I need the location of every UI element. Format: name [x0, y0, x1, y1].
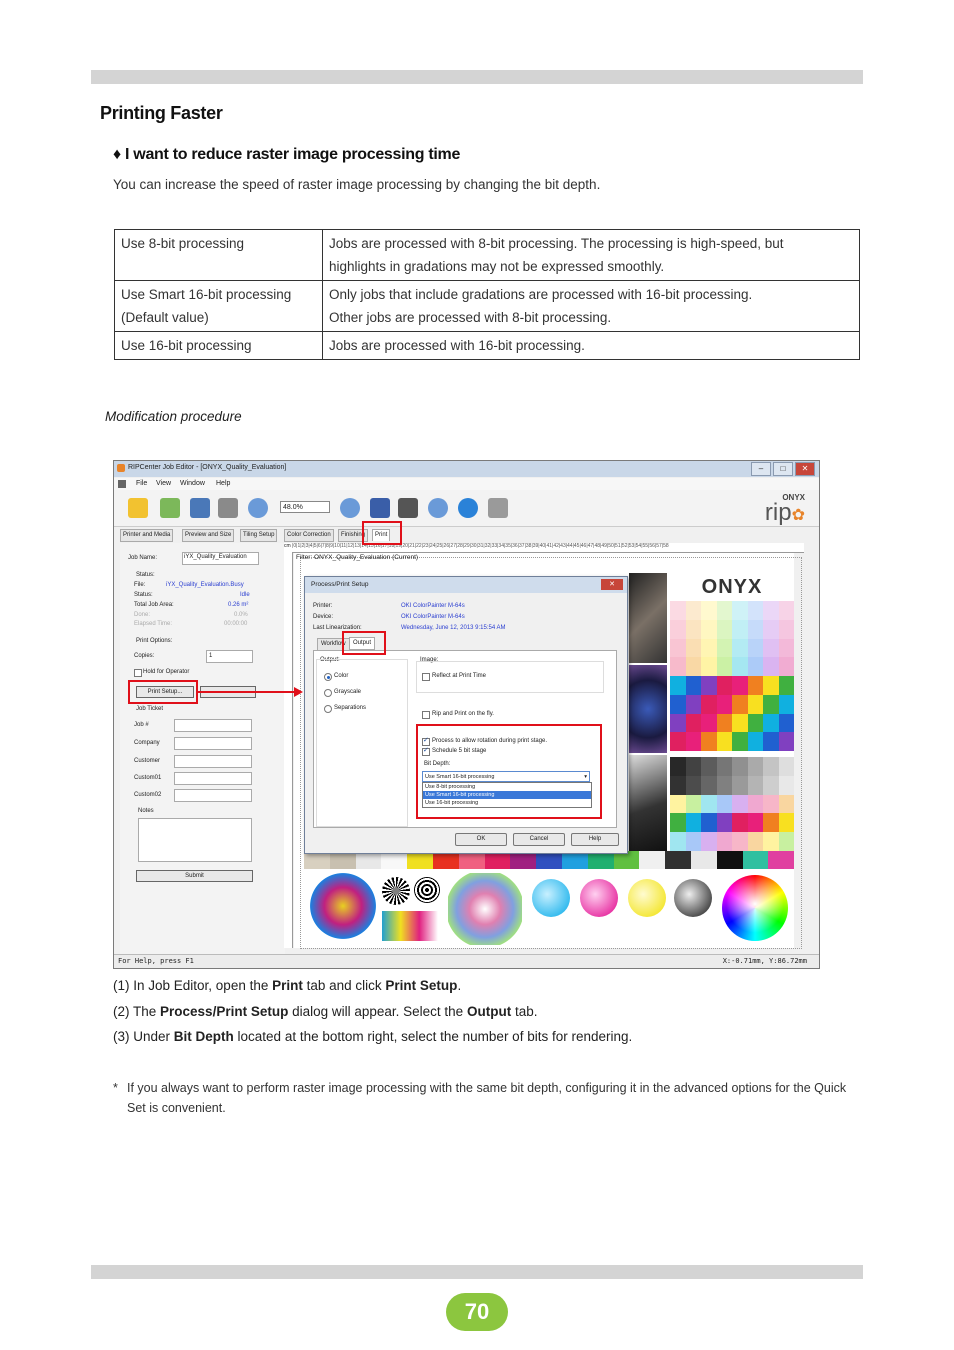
- dialog-titlebar: [305, 577, 627, 593]
- left-ruler: [284, 552, 293, 948]
- swatch: [717, 813, 733, 832]
- swatch: [670, 695, 686, 714]
- swatch: [717, 832, 733, 851]
- dialog-close-icon[interactable]: ✕: [601, 579, 623, 590]
- swatch: [779, 676, 795, 695]
- zoom-select[interactable]: 48.0%: [280, 501, 330, 513]
- swatch: [748, 639, 764, 658]
- step-2: (2) The Process/Print Setup dialog will appear. Select the Output tab.: [113, 1004, 538, 1019]
- swatch: [748, 813, 764, 832]
- schedule-label: Schedule 5 bit stage: [432, 748, 487, 754]
- swatch: [779, 757, 795, 776]
- reflect-checkbox[interactable]: [422, 673, 430, 681]
- swatch: [686, 601, 702, 620]
- hold-checkbox[interactable]: [134, 669, 142, 677]
- swatch: [701, 639, 717, 658]
- footnote: [113, 1079, 853, 1118]
- info-icon[interactable]: [458, 498, 478, 518]
- swatch: [748, 757, 764, 776]
- swatch: [701, 757, 717, 776]
- new-job-icon[interactable]: [160, 498, 180, 518]
- table-cell: Use Smart 16-bit processing (Default value): [115, 281, 323, 332]
- bit-depth-label: Bit Depth:: [424, 761, 451, 767]
- swatch: [686, 620, 702, 639]
- swatch: [701, 732, 717, 751]
- highlight-print-tab: [362, 521, 402, 545]
- ticket-input[interactable]: [174, 719, 252, 732]
- print-setup-button[interactable]: Print Setup...: [136, 686, 194, 698]
- top-rule: [91, 70, 863, 84]
- ticket-field-label: Company: [134, 740, 160, 746]
- swatch: [686, 776, 702, 795]
- zoom-icon[interactable]: [248, 498, 268, 518]
- ticket-input[interactable]: [174, 755, 252, 768]
- swatch: [748, 795, 764, 814]
- onyx-rip-logo: ONYX rip✿: [764, 493, 805, 526]
- strip-swatch: [691, 851, 717, 869]
- crop-icon[interactable]: [398, 498, 418, 518]
- bit-depth-option[interactable]: Use 16-bit processing: [425, 800, 479, 806]
- tab-printer-and-media[interactable]: Printer and Media: [120, 529, 173, 542]
- bit-depth-select[interactable]: Use Smart 16-bit processing ▾: [422, 771, 590, 782]
- app-icon: [117, 464, 125, 472]
- step-1: (1) In Job Editor, open the Print tab and click Print Setup.: [113, 978, 462, 993]
- footnote-text: If you always want to perform raster image processing with the same bit depth, configuring it in the advanced options for the Quick Set is convenient.: [127, 1081, 847, 1115]
- status-heading: Status:: [136, 572, 155, 578]
- cancel-button[interactable]: Cancel: [513, 833, 565, 846]
- menu-window[interactable]: Window: [180, 480, 205, 487]
- table-row: [115, 230, 860, 281]
- swatch: [717, 676, 733, 695]
- swatch: [686, 639, 702, 658]
- swatch: [732, 657, 748, 676]
- tab-color-correction[interactable]: Color Correction: [284, 529, 334, 542]
- chevron-down-icon: ▾: [584, 774, 587, 780]
- dialog-title: Process/Print Setup: [311, 581, 369, 588]
- tab-output[interactable]: Output: [349, 637, 375, 650]
- job-ticket-label: Job Ticket: [136, 706, 164, 712]
- swatch: [686, 732, 702, 751]
- area-label: Total Job Area:: [134, 602, 174, 608]
- swatch: [732, 714, 748, 733]
- swatch: [779, 601, 795, 620]
- search-icon[interactable]: [428, 498, 448, 518]
- device-label: Device:: [313, 614, 334, 620]
- radio-separations-label: Separations: [334, 705, 367, 711]
- swatch: [779, 732, 795, 751]
- linearization-value: Wednesday, June 12, 2013 9:15:54 AM: [401, 625, 506, 631]
- minimize-icon[interactable]: –: [751, 462, 771, 476]
- done-value: 0.0%: [234, 612, 248, 618]
- status-value: Idle: [240, 592, 250, 598]
- swatch: [701, 832, 717, 851]
- strip-swatch: [717, 851, 743, 869]
- butterfly-image: [310, 873, 376, 939]
- swatch: [717, 639, 733, 658]
- swatch: [701, 813, 717, 832]
- output-label: Output:: [320, 657, 340, 663]
- area-value: 0.26 m²: [228, 602, 249, 608]
- reflect-label: Reflect at Print Time: [432, 673, 487, 679]
- swatch: [748, 832, 764, 851]
- swatch: [670, 714, 686, 733]
- file-label: File:: [134, 582, 146, 588]
- swatch: [779, 776, 795, 795]
- file-value: iYX_Quality_Evaluation.Busy: [166, 582, 244, 588]
- ruler-unit: cm: [284, 543, 291, 549]
- magenta-ball: [580, 879, 618, 917]
- swatch: [701, 776, 717, 795]
- swatch: [717, 657, 733, 676]
- swatch: [686, 832, 702, 851]
- printer-label: Printer:: [313, 603, 333, 609]
- linearization-label: Last Linearization:: [313, 625, 362, 631]
- tab-tiling-setup[interactable]: Tiling Setup: [240, 529, 277, 542]
- swatch: [670, 776, 686, 795]
- ticket-field-label: Custom01: [134, 775, 162, 781]
- swatch: [763, 776, 779, 795]
- swatch: [732, 639, 748, 658]
- swatch: [670, 601, 686, 620]
- strip-swatch: [743, 851, 769, 869]
- ok-button[interactable]: OK: [455, 833, 507, 846]
- yellow-ball: [628, 879, 666, 917]
- highlight-print-setup: [128, 680, 198, 704]
- swatch: [779, 795, 795, 814]
- swatch: [670, 676, 686, 695]
- onyx-target-logo: ONYX: [670, 573, 794, 601]
- swatch: [763, 639, 779, 658]
- arrow-head-icon: [294, 687, 303, 697]
- table-cell: Only jobs that include gradations are processed with 16-bit processing. Other jobs are processed with 8-bit processing.: [323, 281, 860, 332]
- table-row: [115, 281, 860, 332]
- swatch: [763, 714, 779, 733]
- swatch: [717, 776, 733, 795]
- sample-photo: [629, 755, 667, 851]
- swatch: [748, 620, 764, 639]
- swatch: [763, 695, 779, 714]
- ticket-input[interactable]: [174, 737, 252, 750]
- swatch: [717, 714, 733, 733]
- swatch: [779, 714, 795, 733]
- swatch: [748, 732, 764, 751]
- menu-bar: [114, 478, 819, 490]
- elapsed-label: Elapsed Time:: [134, 621, 173, 627]
- swatch: [748, 714, 764, 733]
- image-label: Image:: [420, 657, 439, 663]
- procedure-title: Modification procedure: [105, 409, 242, 424]
- highlight-arrow: [198, 691, 298, 693]
- swatch: [670, 620, 686, 639]
- left-panel: [120, 543, 285, 961]
- swatch: [701, 795, 717, 814]
- swatch: [701, 657, 717, 676]
- save-icon[interactable]: [190, 498, 210, 518]
- notes-textarea[interactable]: [138, 818, 252, 862]
- copies-label: Copies:: [134, 653, 155, 659]
- tab-finishing[interactable]: Finishing: [338, 529, 368, 542]
- table-row: [115, 332, 860, 360]
- step-3: (3) Under Bit Depth located at the bottom right, select the number of bits for rendering.: [113, 1029, 633, 1044]
- swatch: [701, 620, 717, 639]
- swatch: [686, 695, 702, 714]
- copies-input[interactable]: [206, 650, 253, 663]
- menu-file[interactable]: File: [136, 480, 148, 487]
- swatch: [779, 620, 795, 639]
- swatch: [732, 795, 748, 814]
- swatch: [670, 639, 686, 658]
- status-coordinates: X:-0.71mm, Y:86.72mm: [722, 957, 807, 965]
- swatch: [748, 695, 764, 714]
- footnote-marker: *: [113, 1081, 118, 1095]
- star-target: [382, 877, 410, 905]
- color-wheel-center: [726, 875, 784, 933]
- swatch: [701, 601, 717, 620]
- job-name-label: Job Name:: [128, 555, 158, 561]
- table-cell: Jobs are processed with 8-bit processing. The processing is high-speed, but highlights in gradations may not be expressed smoothly.: [323, 230, 860, 281]
- print-options-label: Print Options:: [136, 638, 173, 644]
- swatch: [717, 695, 733, 714]
- swatch: [732, 757, 748, 776]
- ticket-input[interactable]: [174, 789, 252, 802]
- gray-swatch-grid: [670, 757, 794, 851]
- swatch: [717, 732, 733, 751]
- swatch: [686, 795, 702, 814]
- swatch: [701, 695, 717, 714]
- swatch: [670, 657, 686, 676]
- swatch: [763, 732, 779, 751]
- printer-icon[interactable]: [488, 498, 508, 518]
- notes-label: Notes: [138, 808, 154, 814]
- swatch: [686, 757, 702, 776]
- swatch: [686, 714, 702, 733]
- section-heading: ♦ I want to reduce raster image processing time: [113, 146, 461, 163]
- swatch: [763, 657, 779, 676]
- help-button[interactable]: Help: [571, 833, 619, 846]
- swatch: [717, 601, 733, 620]
- open-folder-icon[interactable]: [128, 498, 148, 518]
- strip-swatch: [768, 851, 794, 869]
- swatch: [779, 832, 795, 851]
- menu-help[interactable]: Help: [216, 480, 231, 487]
- table-cell: Jobs are processed with 16-bit processing.: [323, 332, 860, 360]
- page-title: Printing Faster: [100, 103, 223, 123]
- elapsed-value: 00:00:00: [224, 621, 248, 627]
- swatch: [779, 657, 795, 676]
- toolbar: [114, 490, 819, 527]
- device-value: OKI ColorPainter M-64s: [401, 614, 465, 620]
- swatch: [686, 657, 702, 676]
- swatch: [748, 776, 764, 795]
- swatch: [732, 620, 748, 639]
- ticket-field-label: Custom02: [134, 792, 162, 798]
- tab-workflow[interactable]: Workflow: [317, 638, 350, 651]
- radio-grayscale[interactable]: [324, 689, 332, 697]
- highlight-bit-depth: [416, 724, 602, 819]
- status-help-text: For Help, press F1: [118, 957, 194, 965]
- top-ruler: cm |0|1|2|3|4|5|6|7|8|9|10|11|12|13|14|15|16|17|18|19|20|21|22|23|24|25|26|27|28|29|30|31|32|33|34|35|36|37|38|39|40|41|42|43|44|45|46|47|48|49|50|51|52|53|54|55|56|57|58: [284, 543, 804, 553]
- ticket-field-label: Customer: [134, 758, 161, 764]
- color-swatch-grid: [670, 601, 794, 751]
- swatch: [701, 676, 717, 695]
- strip-swatch: [665, 851, 691, 869]
- editor-tabs: [120, 529, 810, 541]
- sample-photo: [629, 573, 667, 663]
- intro-text: You can increase the speed of raster image processing by changing the bit depth.: [113, 177, 601, 192]
- printer-value: OKI ColorPainter M-64s: [401, 603, 465, 609]
- swatch: [748, 601, 764, 620]
- window-titlebar: [114, 461, 819, 477]
- swatch: [670, 813, 686, 832]
- swatch: [763, 757, 779, 776]
- sample-photo: [629, 665, 667, 753]
- radio-separations[interactable]: [324, 705, 332, 713]
- table-cell: Use 16-bit processing: [115, 332, 323, 360]
- zoom-in-icon[interactable]: [340, 498, 360, 518]
- swatch: [763, 832, 779, 851]
- window-title: RIPCenter Job Editor - [ONYX_Quality_Evaluation]: [128, 464, 287, 471]
- rip-print-label: Rip and Print on the fly.: [432, 711, 494, 717]
- swatch: [779, 639, 795, 658]
- swatch: [732, 732, 748, 751]
- tab-preview-and-size[interactable]: Preview and Size: [182, 529, 234, 542]
- submit-button[interactable]: Submit: [136, 870, 253, 882]
- swatch: [748, 657, 764, 676]
- radio-color-label: Color: [334, 673, 349, 679]
- swatch: [763, 676, 779, 695]
- menu-view[interactable]: View: [156, 480, 172, 487]
- highlight-output-tab: [342, 631, 386, 655]
- swatch: [701, 714, 717, 733]
- swatch: [763, 813, 779, 832]
- document-icon[interactable]: [370, 498, 390, 518]
- swatch: [717, 620, 733, 639]
- swatch: [717, 795, 733, 814]
- close-icon[interactable]: ✕: [795, 462, 815, 476]
- done-label: Done:: [134, 612, 151, 618]
- swatch: [686, 676, 702, 695]
- hold-label: Hold for Operator: [143, 669, 190, 675]
- maximize-icon[interactable]: □: [773, 462, 793, 476]
- radio-grayscale-label: Grayscale: [334, 689, 362, 695]
- color-chart-small: [382, 911, 438, 941]
- hex-color-chart: [448, 873, 522, 945]
- options-table: [114, 229, 860, 360]
- table-cell: Use 8-bit processing: [115, 230, 323, 281]
- job-editor-screenshot: [113, 460, 820, 969]
- strip-swatch: [639, 851, 665, 869]
- swatch: [779, 813, 795, 832]
- black-ball: [674, 879, 712, 917]
- swatch: [763, 620, 779, 639]
- swatch: [670, 732, 686, 751]
- swatch: [763, 601, 779, 620]
- swatch: [686, 813, 702, 832]
- swatch: [732, 813, 748, 832]
- swatch: [732, 676, 748, 695]
- filter-label: Filter: ONYX_Quality_Evaluation (Current): [296, 554, 419, 561]
- swatch: [717, 757, 733, 776]
- status-label: Status:: [134, 592, 153, 598]
- radio-color[interactable]: [324, 673, 332, 681]
- doc-icon: [118, 480, 126, 488]
- print-icon[interactable]: [218, 498, 238, 518]
- swatch: [670, 757, 686, 776]
- bit-depth-option[interactable]: Use 8-bit processing: [425, 784, 476, 790]
- job-name-value: iYX_Quality_Evaluation: [184, 554, 247, 560]
- swatch: [779, 695, 795, 714]
- ticket-input[interactable]: [174, 772, 252, 785]
- rip-print-checkbox[interactable]: [422, 711, 430, 719]
- swatch: [748, 676, 764, 695]
- cyan-ball: [532, 879, 570, 917]
- swatch: [763, 795, 779, 814]
- rings-target: [414, 877, 440, 903]
- copies-value: 1: [209, 653, 213, 659]
- swatch: [732, 601, 748, 620]
- page-number: 70: [446, 1293, 508, 1331]
- ticket-field-label: Job #: [134, 722, 149, 728]
- swatch: [670, 832, 686, 851]
- rotation-label: Process to allow rotation during print stage.: [432, 738, 548, 744]
- tab-print[interactable]: Print: [372, 529, 390, 541]
- bottom-rule: [91, 1265, 863, 1279]
- status-bar: [114, 954, 819, 968]
- swatch: [732, 832, 748, 851]
- swatch: [732, 776, 748, 795]
- swatch: [732, 695, 748, 714]
- swatch: [670, 795, 686, 814]
- bit-depth-option[interactable]: Use Smart 16-bit processing: [423, 791, 591, 799]
